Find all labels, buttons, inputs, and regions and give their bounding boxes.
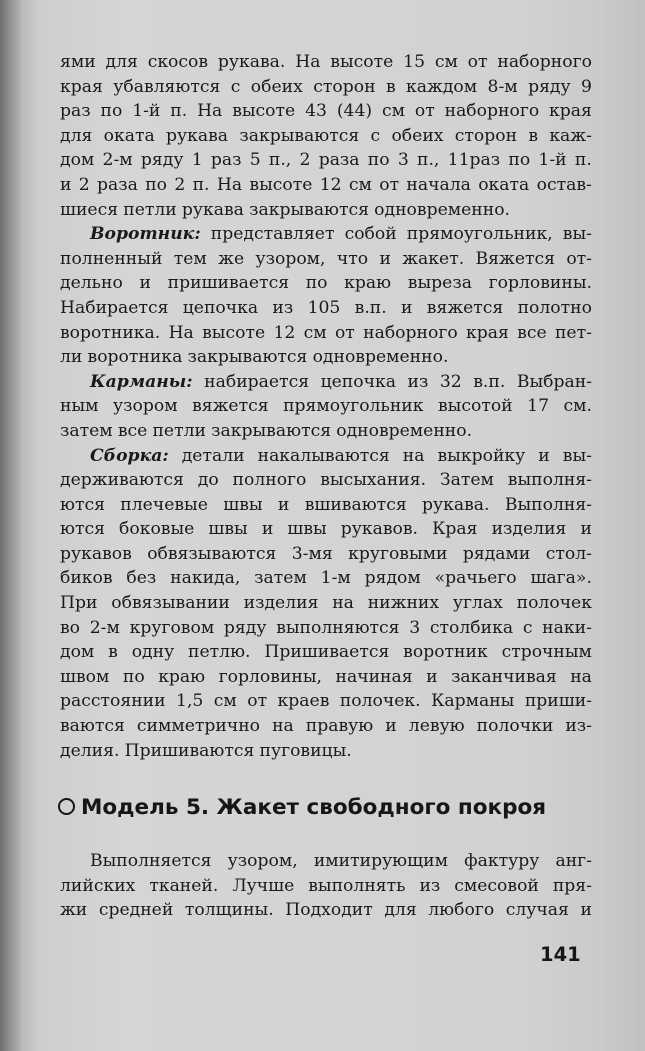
word: Выполня- bbox=[504, 494, 592, 515]
word: ряду bbox=[223, 617, 267, 638]
word: рукава. bbox=[217, 52, 286, 72]
word: швы bbox=[208, 519, 248, 540]
word: рукавов bbox=[60, 543, 132, 564]
word: боковые bbox=[119, 519, 195, 540]
word: раз bbox=[60, 101, 91, 122]
word: жакет. bbox=[402, 248, 465, 269]
word: в.п. bbox=[473, 371, 506, 392]
word: 1-м bbox=[320, 568, 351, 589]
word: узором bbox=[113, 396, 178, 417]
text-line bbox=[60, 616, 592, 641]
word: выкройку bbox=[437, 445, 526, 466]
word: высоте bbox=[232, 101, 296, 122]
word: Лучше bbox=[232, 875, 295, 896]
word: одну bbox=[131, 642, 175, 663]
word: круговом bbox=[129, 617, 215, 638]
text-line bbox=[60, 640, 592, 665]
page-number: 141 bbox=[540, 943, 581, 966]
text-line bbox=[60, 173, 592, 198]
word: столбика bbox=[429, 617, 514, 638]
section-heading-text: Модель 5. Жакет свободного покроя bbox=[81, 795, 547, 820]
word: в bbox=[108, 642, 118, 663]
word: и bbox=[277, 494, 290, 515]
word: рукавов. bbox=[340, 519, 419, 540]
word: изделия bbox=[243, 593, 319, 614]
text-line-lead bbox=[60, 444, 592, 469]
word: наборного bbox=[363, 322, 458, 343]
word: представляет bbox=[210, 224, 335, 245]
pockets-paragraph bbox=[60, 370, 592, 444]
text-line bbox=[60, 591, 592, 616]
word: швы bbox=[223, 494, 263, 515]
word: краю bbox=[158, 666, 206, 687]
word: для bbox=[105, 52, 138, 72]
word: прямоугольник, bbox=[406, 224, 553, 245]
text-line-lead bbox=[60, 222, 592, 247]
word: симметрично bbox=[136, 716, 261, 737]
word: 2 bbox=[299, 150, 311, 171]
model-5-intro-text bbox=[60, 849, 592, 923]
word: наборного bbox=[444, 101, 540, 122]
section-heading bbox=[58, 794, 598, 822]
word: 3-мя bbox=[291, 543, 333, 564]
word: полочки bbox=[476, 716, 554, 737]
word: края bbox=[60, 76, 103, 97]
word: Края bbox=[432, 519, 478, 540]
word: краю bbox=[344, 273, 392, 294]
word: анг- bbox=[555, 851, 592, 871]
text-line bbox=[60, 898, 592, 923]
word: обеих bbox=[391, 125, 444, 146]
word: выполня- bbox=[507, 470, 592, 491]
text-line bbox=[60, 50, 592, 75]
word: оката bbox=[478, 174, 530, 195]
word: пря- bbox=[552, 875, 592, 896]
collar-paragraph bbox=[60, 222, 592, 370]
word: от bbox=[414, 101, 435, 122]
word: полного bbox=[232, 470, 307, 491]
word: для bbox=[384, 900, 417, 921]
word: На bbox=[197, 101, 223, 122]
word: высыхания. bbox=[320, 470, 427, 491]
word: до bbox=[197, 470, 219, 491]
assembly-paragraph bbox=[60, 444, 592, 764]
word: петли bbox=[123, 199, 177, 220]
word: Набирается bbox=[60, 297, 169, 318]
word: Пришивается bbox=[264, 642, 390, 663]
word: правую bbox=[305, 716, 374, 737]
word: и bbox=[60, 174, 72, 195]
word: краев bbox=[277, 691, 330, 712]
word: и bbox=[401, 297, 413, 318]
word: рукава bbox=[166, 125, 229, 146]
word: Карманы bbox=[431, 691, 515, 712]
text-line-lead bbox=[60, 370, 592, 395]
text-line bbox=[60, 665, 592, 690]
word: 3 bbox=[409, 617, 421, 638]
word: начиная bbox=[335, 666, 413, 687]
word: 43 bbox=[305, 101, 327, 122]
word: все bbox=[117, 420, 148, 441]
word: углах bbox=[452, 593, 503, 614]
text-line bbox=[60, 542, 592, 567]
word: 105 bbox=[307, 297, 341, 318]
body-text-block bbox=[60, 50, 592, 763]
word: рукава bbox=[181, 199, 244, 220]
word: убавляются bbox=[113, 76, 221, 97]
word: Выполняется bbox=[90, 851, 212, 871]
word: в.п. bbox=[354, 297, 387, 318]
word: края bbox=[466, 322, 509, 343]
word: выполнять bbox=[308, 875, 406, 896]
word: наки- bbox=[542, 617, 592, 638]
word: пет- bbox=[554, 322, 592, 343]
word: пришивается bbox=[167, 273, 290, 294]
word: дом bbox=[60, 642, 95, 663]
word: 1 bbox=[191, 150, 203, 171]
word: от bbox=[334, 322, 355, 343]
word: набирается bbox=[204, 371, 310, 392]
word: одновременно. bbox=[336, 420, 473, 441]
word: расстоянии bbox=[60, 691, 166, 712]
word: левую bbox=[408, 716, 465, 737]
word: ным bbox=[60, 396, 99, 417]
word: дом bbox=[60, 150, 95, 171]
word: п. bbox=[192, 174, 210, 195]
word: 5 bbox=[249, 150, 261, 171]
word: с bbox=[230, 76, 241, 97]
word: приши- bbox=[524, 691, 592, 712]
word: ли bbox=[60, 347, 83, 368]
word: и bbox=[580, 900, 592, 921]
word: из- bbox=[565, 716, 592, 737]
word: см bbox=[213, 691, 237, 712]
text-line bbox=[60, 874, 592, 899]
word: 17 bbox=[527, 396, 550, 417]
word: см bbox=[348, 174, 372, 195]
word: ются bbox=[60, 494, 105, 515]
word: 2-м bbox=[89, 617, 120, 638]
word: по bbox=[100, 101, 123, 122]
word: обвязываются bbox=[147, 543, 277, 564]
text-line bbox=[60, 419, 592, 444]
word: цепочка bbox=[182, 297, 259, 318]
word: Вяжется bbox=[475, 248, 555, 269]
word: собой bbox=[344, 224, 397, 245]
word: и bbox=[261, 519, 274, 540]
word: п. bbox=[170, 101, 188, 122]
word: держиваются bbox=[60, 470, 184, 491]
text-line bbox=[60, 714, 592, 739]
word: высоте bbox=[249, 174, 313, 195]
word: тканей. bbox=[149, 875, 219, 896]
word: узором, bbox=[255, 248, 326, 269]
word: 1,5 bbox=[176, 691, 204, 712]
word: биков bbox=[60, 568, 113, 589]
word: по bbox=[508, 150, 531, 171]
word: затем bbox=[60, 420, 113, 441]
word: вы- bbox=[562, 224, 592, 245]
word: ются bbox=[60, 519, 105, 540]
word: каждом bbox=[406, 76, 478, 97]
text-line bbox=[60, 124, 592, 149]
word: имитирующим bbox=[313, 851, 448, 871]
text-line bbox=[60, 198, 592, 223]
word: вшиваются bbox=[304, 494, 407, 515]
word: полочек. bbox=[339, 691, 421, 712]
word: из bbox=[272, 297, 294, 318]
word: от bbox=[467, 52, 488, 72]
word: на bbox=[272, 716, 294, 737]
word: от bbox=[379, 174, 400, 195]
word: оката bbox=[103, 125, 155, 146]
word: петли bbox=[152, 420, 206, 441]
word: 9 bbox=[581, 76, 592, 97]
word: круговыми bbox=[348, 543, 448, 564]
text-line bbox=[60, 321, 592, 346]
word: одновременно. bbox=[312, 347, 449, 368]
word: швы bbox=[287, 519, 327, 540]
word: нижних bbox=[367, 593, 440, 614]
word: воротника bbox=[87, 347, 183, 368]
word: (44) bbox=[336, 101, 373, 122]
word: по bbox=[122, 666, 145, 687]
word: «рачьего bbox=[434, 568, 517, 589]
word: фактуру bbox=[464, 851, 540, 871]
word: случая bbox=[505, 900, 569, 921]
word: воротник bbox=[403, 642, 488, 663]
word: на bbox=[570, 666, 592, 687]
word: вяжется bbox=[426, 297, 504, 318]
word: дельно bbox=[60, 273, 123, 294]
word: прямоугольник bbox=[283, 396, 424, 417]
text-line bbox=[60, 247, 592, 272]
word: одновременно. bbox=[374, 199, 511, 220]
word: 3 bbox=[397, 150, 409, 171]
word: и bbox=[538, 445, 550, 466]
word: 2-м bbox=[102, 150, 133, 171]
text-line bbox=[60, 148, 592, 173]
word: вяжется bbox=[192, 396, 269, 417]
word: любого bbox=[428, 900, 495, 921]
word: каж- bbox=[549, 125, 592, 146]
word: цепочка bbox=[320, 371, 396, 392]
word: остав- bbox=[536, 174, 592, 195]
word: на bbox=[402, 445, 425, 466]
word: Подходит bbox=[285, 900, 373, 921]
word: и bbox=[379, 248, 391, 269]
word: высотой bbox=[437, 396, 513, 417]
word: скосов bbox=[147, 52, 209, 72]
word: ями bbox=[60, 52, 96, 72]
word: в bbox=[385, 76, 396, 97]
word: закрываются bbox=[239, 125, 360, 146]
word: с bbox=[370, 125, 381, 146]
word: выреза bbox=[407, 273, 472, 294]
word: п., bbox=[268, 150, 292, 171]
word: сторон bbox=[454, 125, 518, 146]
word: 12 bbox=[319, 174, 342, 195]
word: пуговицы. bbox=[259, 740, 352, 761]
text-line bbox=[60, 394, 592, 419]
word: рядом bbox=[364, 568, 421, 589]
word: высоте bbox=[202, 322, 266, 343]
word: смесовой bbox=[454, 875, 539, 896]
word: ряду bbox=[528, 76, 571, 97]
word: из bbox=[419, 875, 441, 896]
word: закрываются bbox=[187, 347, 308, 368]
word: На bbox=[216, 174, 243, 195]
text-line bbox=[60, 517, 592, 542]
word: для bbox=[60, 125, 93, 146]
word: раза bbox=[97, 174, 138, 195]
word: по bbox=[145, 174, 168, 195]
word: детали bbox=[181, 445, 245, 466]
word: 8-м bbox=[487, 76, 518, 97]
word: же bbox=[218, 248, 245, 269]
word: начала bbox=[406, 174, 471, 195]
word: жи bbox=[60, 900, 88, 921]
word: При bbox=[60, 593, 98, 614]
word: плечевые bbox=[120, 494, 208, 515]
word: 2 bbox=[78, 174, 90, 195]
page-spine-shadow bbox=[0, 0, 22, 1051]
word: 32 bbox=[439, 371, 462, 392]
word: с bbox=[522, 617, 533, 638]
word: в bbox=[528, 125, 539, 146]
word: вы- bbox=[562, 445, 592, 466]
word: закрываются bbox=[249, 199, 370, 220]
word: заканчивая bbox=[451, 666, 557, 687]
word: ряду bbox=[140, 150, 184, 171]
text-line bbox=[60, 271, 592, 296]
word: 12 bbox=[273, 322, 296, 343]
assembly-label: Сборка: bbox=[90, 445, 169, 466]
word: стол- bbox=[545, 543, 592, 564]
word: и bbox=[139, 273, 151, 294]
word: п., bbox=[417, 150, 440, 171]
word: рядами bbox=[462, 543, 531, 564]
word: см bbox=[434, 52, 458, 72]
word: без bbox=[126, 568, 157, 589]
word: обеих bbox=[250, 76, 303, 97]
text-line bbox=[60, 849, 592, 874]
text-line bbox=[60, 566, 592, 591]
sleeve-paragraph bbox=[60, 50, 592, 222]
word: накида, bbox=[170, 568, 241, 589]
text-line bbox=[60, 75, 592, 100]
word: см bbox=[382, 101, 405, 122]
word: по bbox=[305, 273, 328, 294]
word: затем bbox=[254, 568, 307, 589]
word: горловины. bbox=[488, 273, 592, 294]
word: строчным bbox=[501, 642, 592, 663]
word: все bbox=[517, 322, 547, 343]
word: узором, bbox=[227, 851, 298, 871]
text-line bbox=[60, 345, 592, 370]
word: шага». bbox=[530, 568, 592, 589]
word: и bbox=[426, 666, 438, 687]
text-line bbox=[60, 689, 592, 714]
word: см. bbox=[563, 396, 592, 417]
word: делия. bbox=[60, 740, 120, 761]
word: лийских bbox=[60, 875, 136, 896]
word: накалываются bbox=[257, 445, 390, 466]
word: 15 bbox=[403, 52, 426, 72]
word: полочек bbox=[516, 593, 592, 614]
word: Выбран- bbox=[516, 371, 592, 392]
word: от bbox=[247, 691, 268, 712]
word: ваются bbox=[60, 716, 125, 737]
word: 1-й bbox=[132, 101, 161, 122]
word: по bbox=[367, 150, 390, 171]
word: и bbox=[580, 519, 592, 540]
word: края bbox=[549, 101, 592, 122]
word: тем bbox=[173, 248, 207, 269]
word: обвязывании bbox=[111, 593, 230, 614]
word: см bbox=[303, 322, 327, 343]
word: высоте bbox=[330, 52, 394, 72]
word: полненный bbox=[60, 248, 163, 269]
word: 2 bbox=[174, 174, 186, 195]
text-line bbox=[60, 468, 592, 493]
word: петлю. bbox=[188, 642, 251, 663]
word: горловины, bbox=[218, 666, 323, 687]
word: раза bbox=[318, 150, 360, 171]
word: шиеся bbox=[60, 199, 119, 220]
word: швом bbox=[60, 666, 110, 687]
word: что bbox=[336, 248, 369, 269]
collar-label: Воротник: bbox=[90, 224, 201, 245]
pockets-label: Карманы: bbox=[90, 371, 193, 392]
word: изделия bbox=[491, 519, 567, 540]
word: На bbox=[168, 322, 194, 343]
word: наборного bbox=[497, 52, 592, 72]
word: рукава. bbox=[422, 494, 490, 515]
word: выполняются bbox=[276, 617, 400, 638]
word: Затем bbox=[439, 470, 494, 491]
word: от- bbox=[566, 248, 592, 269]
word: средней bbox=[98, 900, 174, 921]
word: сторон bbox=[313, 76, 376, 97]
word: Пришиваются bbox=[124, 740, 255, 761]
word: толщины. bbox=[184, 900, 274, 921]
word: На bbox=[295, 52, 321, 72]
word: воротника. bbox=[60, 322, 161, 343]
circle-bullet-icon bbox=[58, 798, 75, 815]
word: на bbox=[332, 593, 354, 614]
word: во bbox=[60, 617, 81, 638]
word: из bbox=[407, 371, 429, 392]
text-line bbox=[60, 296, 592, 321]
text-line bbox=[60, 99, 592, 124]
word: и bbox=[385, 716, 397, 737]
word: полотно bbox=[517, 297, 592, 318]
word: 1-й bbox=[538, 150, 567, 171]
text-line bbox=[60, 493, 592, 518]
text-line bbox=[60, 739, 592, 764]
word: закрываются bbox=[211, 420, 332, 441]
word: раз bbox=[210, 150, 242, 171]
word: п. bbox=[574, 150, 592, 171]
word: 11раз bbox=[447, 150, 501, 171]
